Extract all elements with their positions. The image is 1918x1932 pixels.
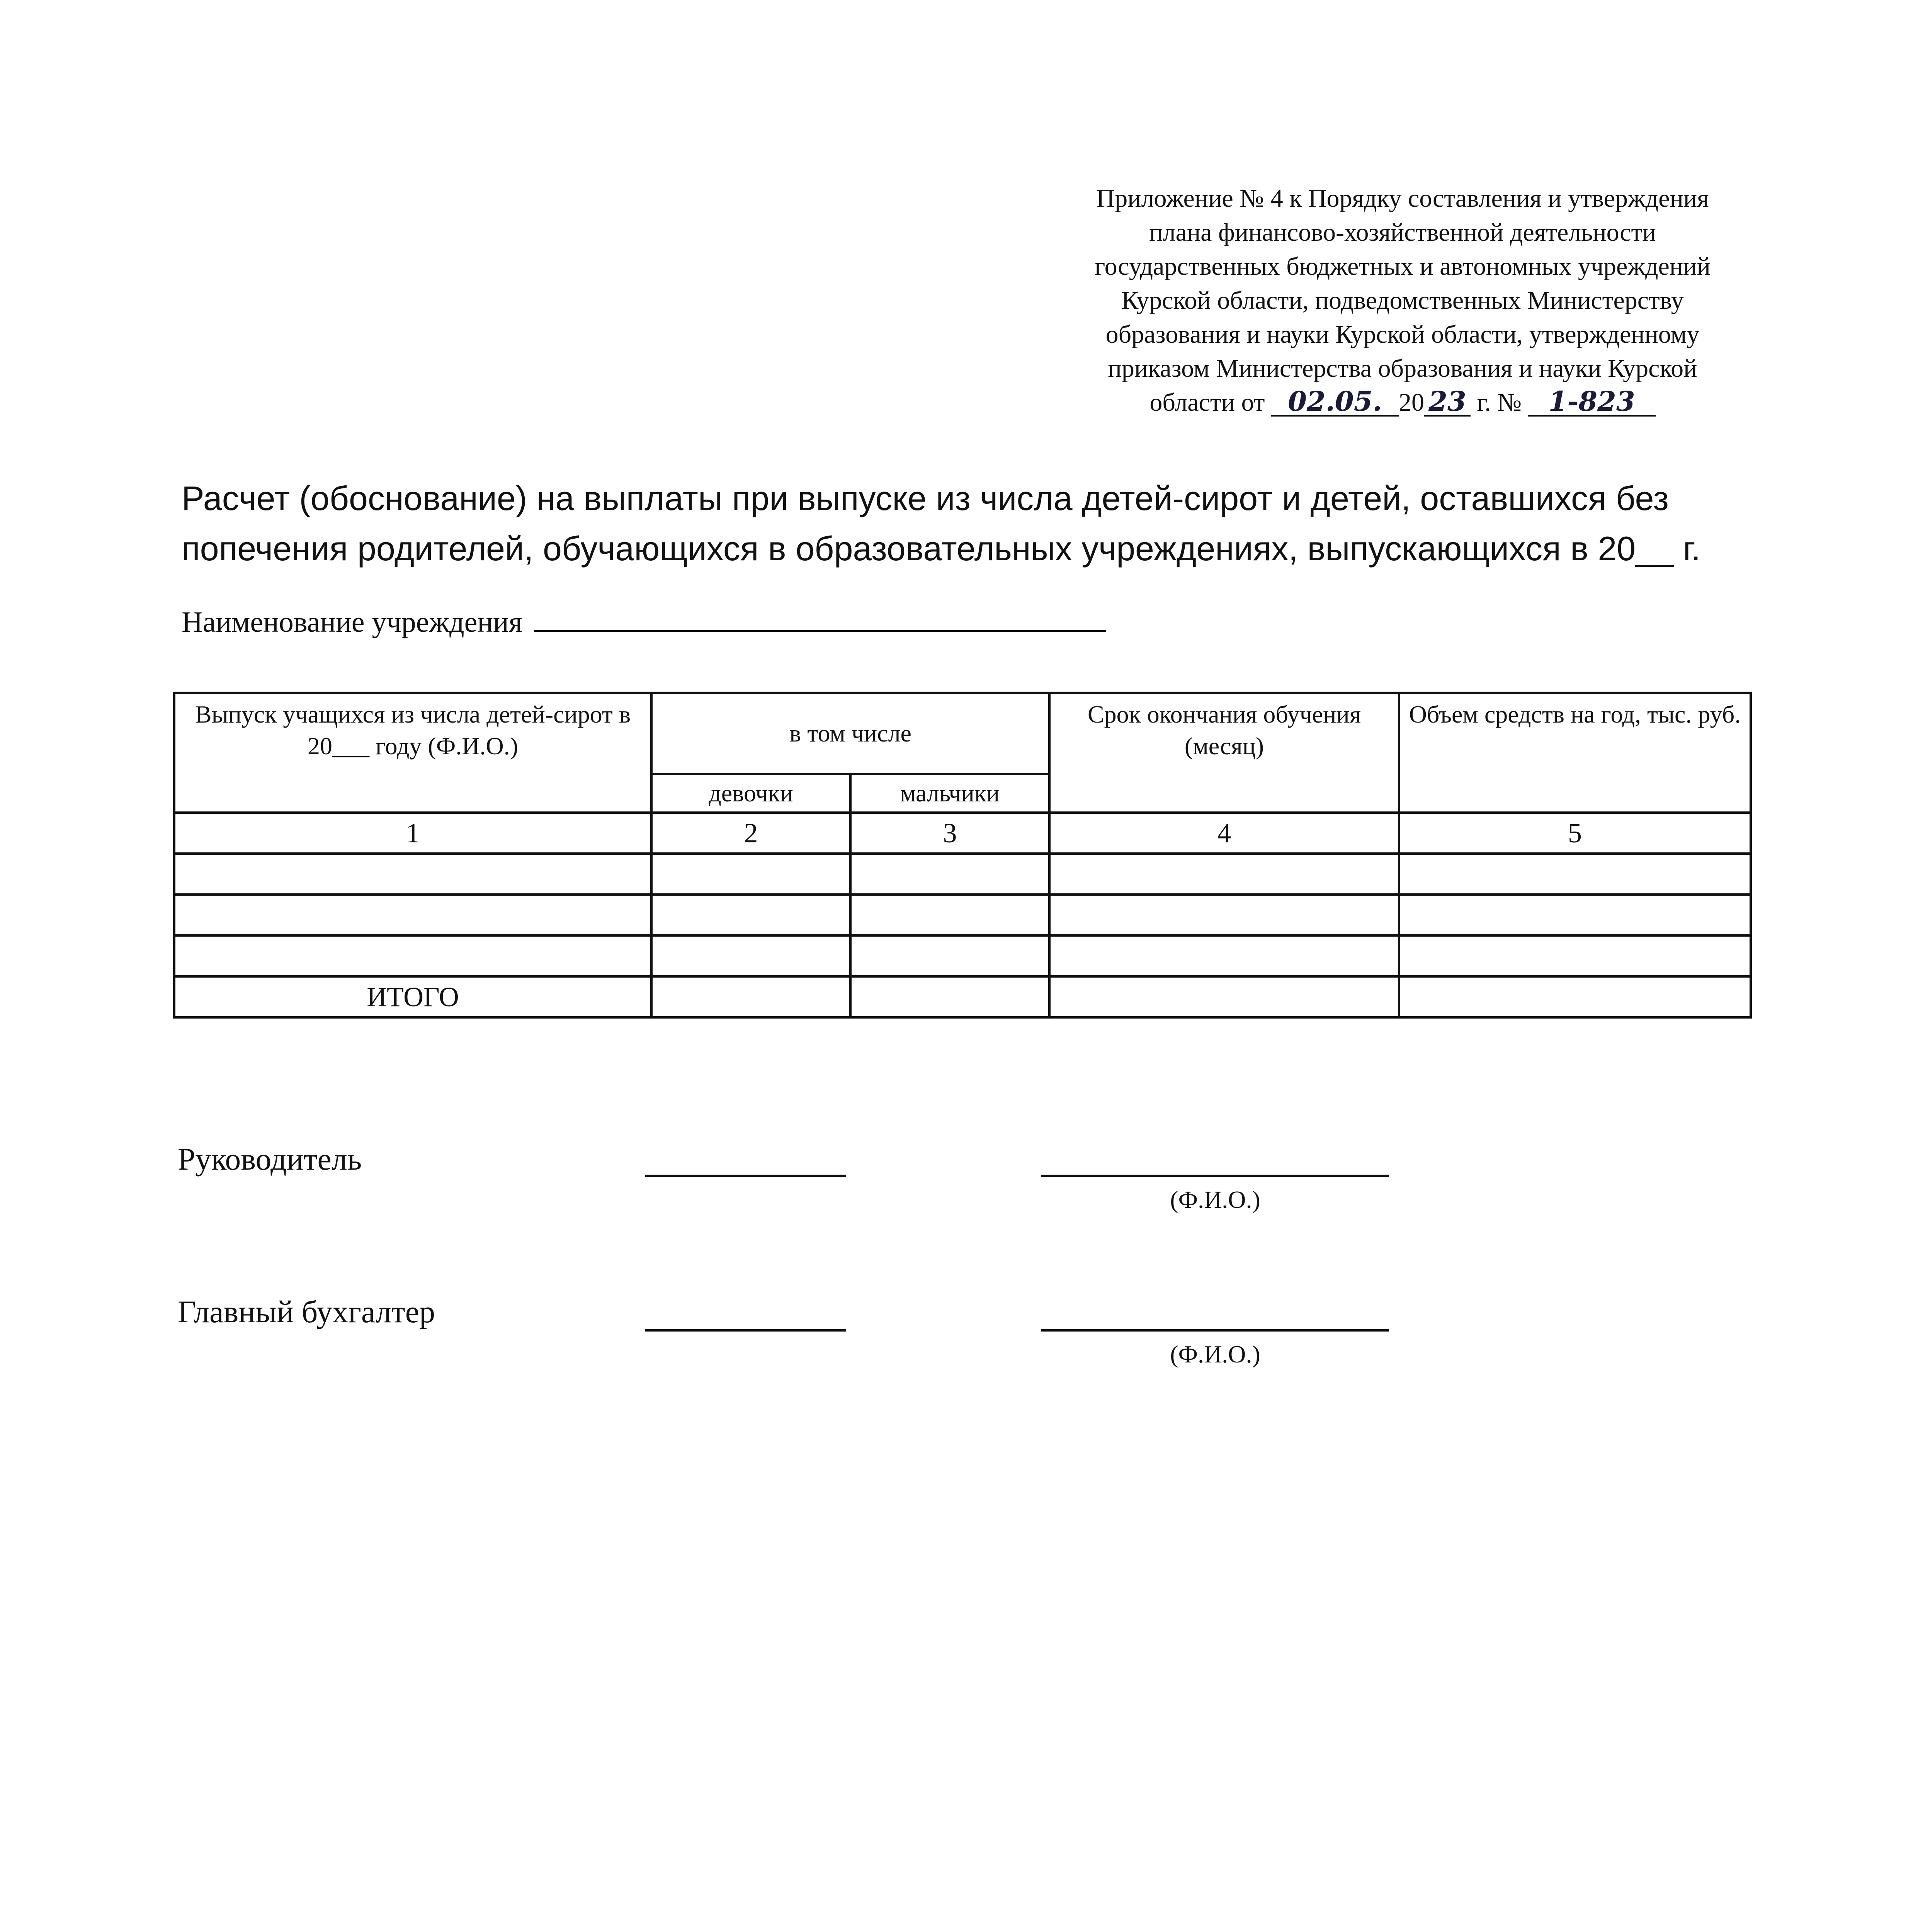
table-cell[interactable]: [651, 935, 850, 976]
head-signature-line[interactable]: [645, 1175, 846, 1177]
header-boys: мальчики: [850, 774, 1049, 813]
table-cell[interactable]: [850, 895, 1049, 935]
institution-label: Наименование учреждения: [182, 606, 522, 638]
institution-blank[interactable]: [534, 605, 1106, 632]
table-row: [174, 935, 1751, 976]
handwritten-year: 23: [1424, 388, 1471, 417]
institution-row: [182, 603, 1106, 641]
column-number: 1: [174, 813, 651, 854]
date-prefix: области от: [1149, 388, 1265, 417]
table-cell[interactable]: [651, 854, 850, 895]
handwritten-date: 02.05.: [1271, 388, 1399, 417]
head-name-line[interactable]: [1041, 1175, 1389, 1177]
head-fio-caption: (Ф.И.О.): [1170, 1186, 1260, 1213]
table-cell[interactable]: [651, 895, 850, 935]
table-cell[interactable]: [1049, 895, 1399, 935]
table-header-row: [174, 693, 1751, 774]
accountant-label: Главный бухгалтер: [178, 1294, 435, 1329]
column-number: 2: [651, 813, 850, 854]
total-label: ИТОГО: [174, 976, 651, 1017]
handwritten-number: 1-823: [1528, 388, 1656, 417]
accountant-signature-line[interactable]: [645, 1329, 846, 1332]
appendix-line: Приложение № 4 к Порядку составления и утверждения: [1096, 184, 1709, 213]
appendix-line: государственных бюджетных и автономных учреждений: [1095, 252, 1711, 281]
calculation-table: [173, 692, 1752, 1019]
total-cell[interactable]: [651, 976, 850, 1017]
table-cell[interactable]: [1399, 935, 1751, 976]
header-girls: девочки: [651, 774, 850, 813]
column-number: 4: [1049, 813, 1399, 854]
appendix-date-line: [1043, 386, 1762, 420]
table-cell[interactable]: [1049, 935, 1399, 976]
column-number: 3: [850, 813, 1049, 854]
number-prefix: г. №: [1477, 388, 1522, 417]
table-row: [174, 895, 1751, 935]
appendix-line: плана финансово-хозяйственной деятельности: [1149, 218, 1656, 247]
header-graduates: Выпуск учащихся из числа детей-сирот в 20___ году (Ф.И.О.): [174, 693, 651, 813]
total-cell[interactable]: [1049, 976, 1399, 1017]
header-end-term: Срок окончания обучения (месяц): [1049, 693, 1399, 813]
appendix-header: [1043, 182, 1762, 420]
header-amount: Объем средств на год, тыс. руб.: [1399, 693, 1751, 813]
year-prefix: 20: [1399, 388, 1424, 417]
total-row: [174, 976, 1751, 1017]
appendix-line: приказом Министерства образования и науки Курской: [1108, 354, 1697, 383]
header-including: в том числе: [651, 693, 1049, 774]
table-cell[interactable]: [174, 935, 651, 976]
table-cell[interactable]: [174, 854, 651, 895]
head-label: Руководитель: [178, 1141, 362, 1177]
appendix-line: Курской области, подведомственных Министерству: [1121, 286, 1684, 315]
appendix-line: образования и науки Курской области, утвержденному: [1105, 320, 1700, 349]
table-cell[interactable]: [1399, 854, 1751, 895]
table-cell[interactable]: [174, 895, 651, 935]
accountant-name-line[interactable]: [1041, 1329, 1389, 1332]
total-cell[interactable]: [850, 976, 1049, 1017]
column-number: 5: [1399, 813, 1751, 854]
document-title: Расчет (обоснование) на выплаты при выпуске из числа детей-сирот и детей, оставшихся без попечения родителей, обучающихся в образовательных учреждениях, выпускающихся в 20__ г.: [182, 479, 1701, 568]
table-cell[interactable]: [1049, 854, 1399, 895]
table-cell[interactable]: [1399, 895, 1751, 935]
column-number-row: [174, 813, 1751, 854]
table-cell[interactable]: [850, 854, 1049, 895]
total-cell[interactable]: [1399, 976, 1751, 1017]
accountant-fio-caption: (Ф.И.О.): [1170, 1340, 1260, 1368]
table-cell[interactable]: [850, 935, 1049, 976]
table-row: [174, 854, 1751, 895]
